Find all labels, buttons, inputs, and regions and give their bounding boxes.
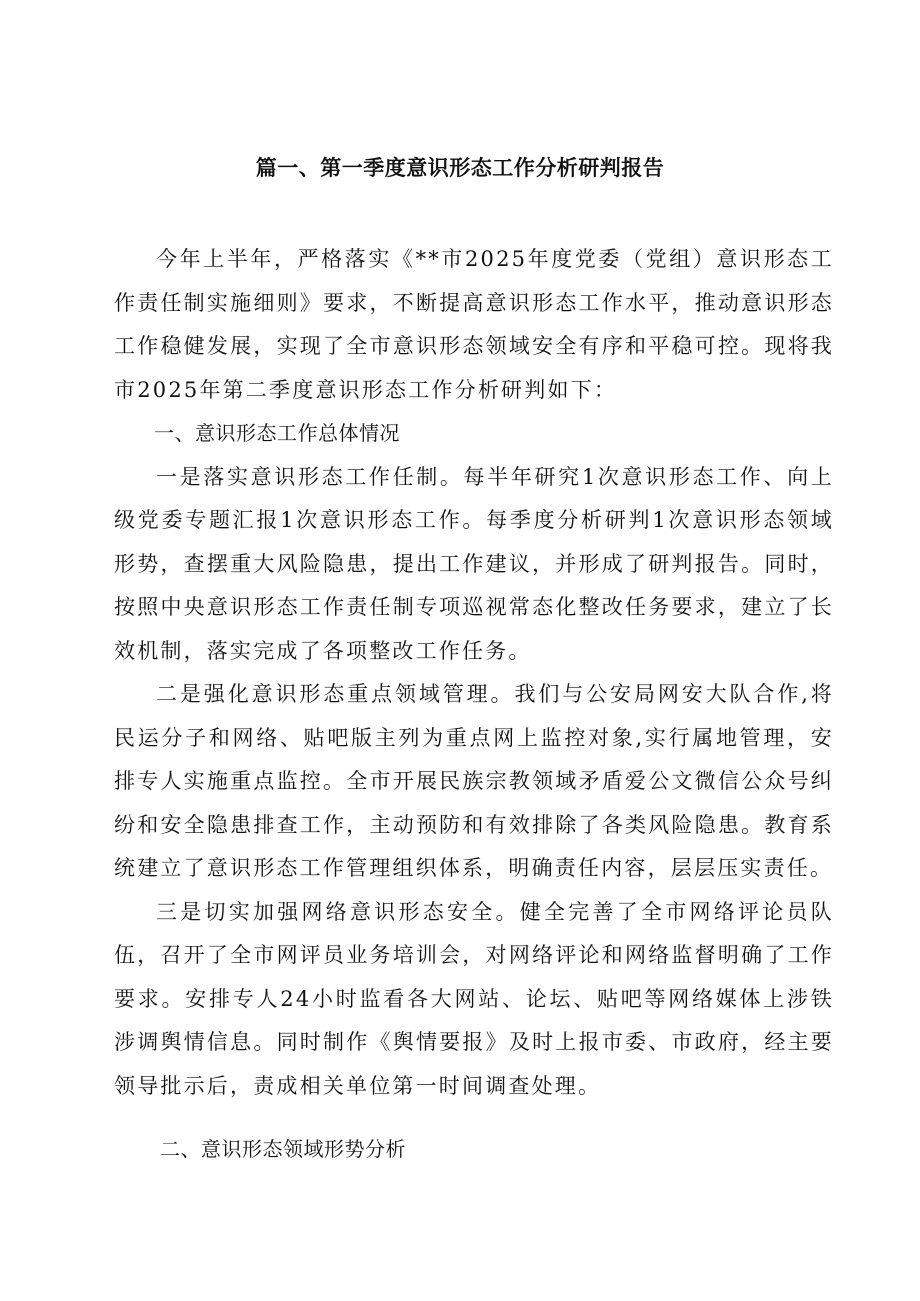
document-title: 篇一、第一季度意识形态工作分析研判报告 (255, 156, 665, 180)
section-heading-2: 二、意识形态领域形势分析 (160, 1137, 406, 1161)
document-body (114, 238, 834, 1108)
body-paragraph: 二是强化意识形态重点领域管理。我们与公安局网安大队合作,将民运分子和网络、贴吧版主列为重点网上监控对象,实行属地管理，安排专人实施重点监控。全市开展民族宗教领域矛盾爱公文微信公众号纠纷和安全隐患排查工作，主动预防和有效排除了各类风险隐患。教育系统建立了意识形态工作管理组织体系，明确责任内容，层层压实责任。 (114, 682, 834, 880)
section-heading-1: 一、意识形态工作总体情况 (154, 421, 400, 445)
intro-paragraph: 今年上半年，严格落实《**市2025年度党委（党组）意识形态工作责任制实施细则》要求，不断提高意识形态工作水平，推动意识形态工作稳健发展，实现了全市意识形态领域安全有序和平稳可控。现将我市2025年第二季度意识形态工作分析研判如下： (114, 247, 834, 402)
body-paragraph: 一是落实意识形态工作任制。每半年研究1次意识形态工作、向上级党委专题汇报1次意识形态工作。每季度分析研判1次意识形态领域形势，查摆重大风险隐患，提出工作建议，并形成了研判报告。同时，按照中央意识形态工作责任制专项巡视常态化整改任务要求，建立了长效机制，落实完成了各项整改工作任务。 (114, 464, 834, 663)
body-paragraph: 三是切实加强网络意识形态安全。健全完善了全市网络评论员队伍，召开了全市网评员业务培训会，对网络评论和网络监督明确了工作要求。安排专人24小时监看各大网站、论坛、贴吧等网络媒体上涉铁涉调舆情信息。同时制作《舆情要报》及时上报市委、市政府，经主要领导批示后，责成相关单位第一时间调查处理。 (114, 899, 834, 1098)
